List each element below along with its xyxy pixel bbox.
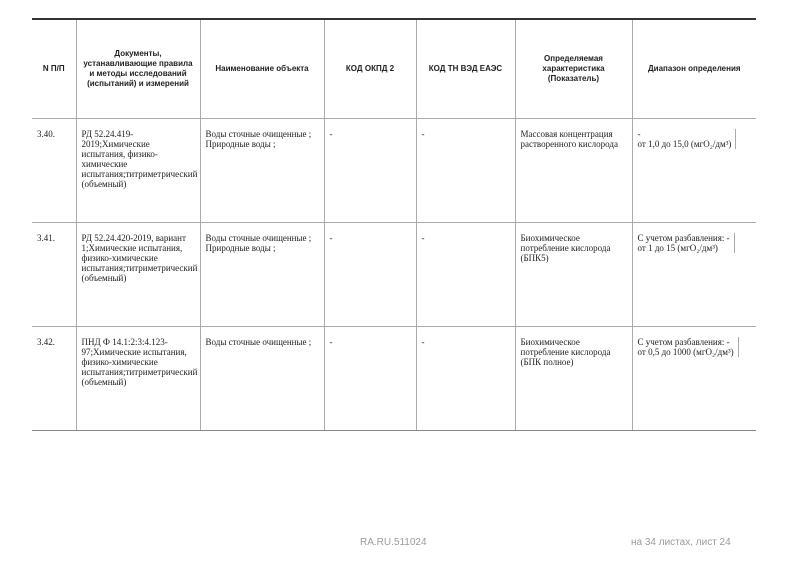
range-line-1: -	[637, 129, 641, 139]
header-range: Диапазон определения	[632, 19, 756, 119]
range-box	[638, 233, 735, 253]
row-document: ПНД Ф 14.1:2:3:4.123-97;Химические испытания, физико-химические испытания;титриметрический (объемный)	[76, 327, 200, 431]
row-tnved: -	[416, 327, 515, 431]
row-document: РД 52.24.420-2019, вариант 1;Химические испытания, физико-химические испытания;титриметрический (объемный)	[76, 223, 200, 327]
row-tnved: -	[416, 119, 515, 223]
table-row	[32, 223, 756, 327]
row-characteristic: Массовая концентрация растворенного кислорода	[515, 119, 632, 223]
range-line-2: от 0,5 до 1000 (мгО₂/дм³)	[637, 347, 734, 357]
row-range	[632, 119, 756, 223]
table-row	[32, 119, 756, 223]
row-number: 3.42.	[32, 327, 76, 431]
row-range	[632, 327, 756, 431]
range-box	[638, 337, 739, 357]
table-header-row	[32, 19, 756, 119]
page-counter: на 34 листах, лист 24	[631, 537, 731, 548]
header-object-name: Наименование объекта	[200, 19, 324, 119]
range-box	[638, 129, 737, 149]
row-tnved: -	[416, 223, 515, 327]
range-line-2: от 1,0 до 15,0 (мгО₂/дм³)	[637, 139, 732, 149]
row-object: Воды сточные очищенные ;	[200, 327, 324, 431]
row-characteristic: Биохимическое потребление кислорода (БПК полное)	[515, 327, 632, 431]
row-number: 3.41.	[32, 223, 76, 327]
row-okpd2: -	[324, 327, 416, 431]
row-characteristic: Биохимическое потребление кислорода (БПК5)	[515, 223, 632, 327]
row-object: Воды сточные очищенные ; Природные воды ;	[200, 119, 324, 223]
registry-code: RA.RU.511024	[360, 537, 427, 548]
header-documents: Документы, устанавливающие правила и методы исследований (испытаний) и измерений	[76, 19, 200, 119]
row-document: РД 52.24.419-2019;Химические испытания, физико-химические испытания;титриметрический (объемный)	[76, 119, 200, 223]
range-line-1: С учетом разбавления: -	[637, 337, 730, 347]
range-line-2: от 1 до 15 (мгО₂/дм³)	[637, 243, 718, 253]
row-okpd2: -	[324, 223, 416, 327]
header-number: N П/П	[32, 19, 76, 119]
row-okpd2: -	[324, 119, 416, 223]
row-object: Воды сточные очищенные ; Природные воды ;	[200, 223, 324, 327]
accreditation-scope-table	[32, 18, 756, 431]
header-okpd2-code: КОД ОКПД 2	[324, 19, 416, 119]
header-tnved-code: КОД ТН ВЭД ЕАЭС	[416, 19, 515, 119]
table-row	[32, 327, 756, 431]
row-range	[632, 223, 756, 327]
row-number: 3.40.	[32, 119, 76, 223]
range-line-1: С учетом разбавления: -	[637, 233, 730, 243]
header-characteristic: Определяемая характеристика (Показатель)	[515, 19, 632, 119]
